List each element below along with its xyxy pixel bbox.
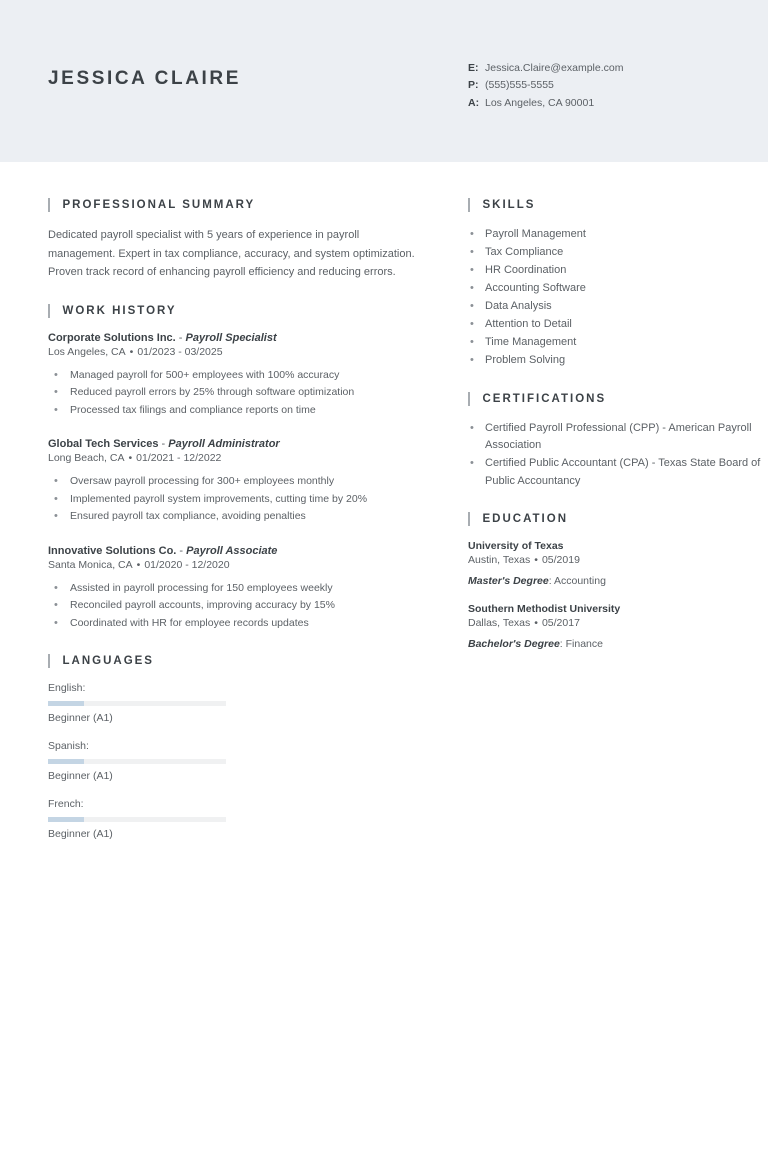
job-separator: - [175,331,186,344]
work-history-list [48,332,420,633]
education-meta [468,554,768,566]
list-item: • Reduced payroll errors by 25% through software optimization [48,384,420,402]
right-column [420,162,768,878]
job-dates: 01/2021 - 12/2022 [136,452,222,464]
contact-value: Los Angeles, CA 90001 [485,96,595,109]
education-degree [468,638,768,650]
resume-body [0,162,768,878]
list-item: • Managed payroll for 500+ employees with 100% accuracy [48,367,420,385]
language-proficiency-fill [48,701,84,706]
accent-bar-icon [468,392,470,406]
job-dates: 01/2020 - 12/2020 [144,558,230,571]
job-role: Payroll Specialist [185,331,277,344]
left-column [48,162,420,878]
job-bullet-list [48,367,420,420]
contact-row [468,95,623,113]
section-heading [48,654,420,668]
education-entry [468,540,768,587]
job-title-line [48,545,420,557]
list-item: • Accounting Software [468,280,768,298]
education-date: 05/2017 [541,617,580,629]
list-item: • Reconciled payroll accounts, improving accuracy by 15% [48,597,420,615]
certifications-list [468,420,768,491]
job-role: Payroll Associate [186,544,278,557]
list-item: • Attention to Detail [468,316,768,334]
contact-info [468,54,623,113]
contact-row [468,77,623,95]
section-certifications [468,392,768,491]
work-history-entry [48,438,420,526]
section-title-languages: LANGUAGES [62,655,154,667]
job-company: Innovative Solutions Co. [48,544,177,557]
language-name: Spanish: [48,740,89,752]
education-degree-name: Bachelor's Degree [468,638,560,650]
bullet-separator-icon: • [128,452,133,464]
language-name: English: [48,682,86,694]
bullet-separator-icon: • [534,617,538,629]
education-entry [468,603,768,650]
contact-key: E: [468,61,479,74]
job-separator: - [158,438,169,450]
job-meta [48,346,420,358]
section-title-education: EDUCATION [482,513,569,525]
contact-row [468,60,623,78]
list-item: • Ensured payroll tax compliance, avoiding penalties [48,508,420,526]
education-list [468,540,768,650]
bullet-separator-icon: • [136,558,141,571]
language-item [48,798,226,840]
job-title-line [48,332,420,344]
job-bullet-list [48,473,420,526]
contact-key: A: [468,96,480,109]
language-name: French: [48,798,84,810]
list-item: • Assisted in payroll processing for 150 employees weekly [48,580,420,598]
job-bullet-list [48,580,420,633]
summary-text: Dedicated payroll specialist with 5 years of experience in payroll management. Expert in tax compliance, accuracy, and system optimization. Proven track record of enhancing payroll efficiency and reducing errors. [48,229,415,278]
language-item [48,682,226,724]
language-level: Beginner (A1) [48,712,113,724]
language-proficiency-bar [48,759,226,764]
section-title-summary: PROFESSIONAL SUMMARY [62,199,256,211]
section-heading [468,392,768,406]
work-history-entry [48,332,420,420]
accent-bar-icon [48,304,50,318]
education-date: 05/2019 [541,554,580,566]
section-languages [48,654,420,856]
language-level: Beginner (A1) [48,828,113,840]
list-item: • Tax Compliance [468,244,768,262]
job-meta [48,452,420,464]
list-item: • Oversaw payroll processing for 300+ employees monthly [48,473,420,491]
education-meta [468,617,768,629]
job-location: Santa Monica, CA [48,558,133,571]
list-item: • Implemented payroll system improvements, cutting time by 20% [48,491,420,509]
contact-value: Jessica.Claire@example.com [485,61,624,74]
job-role: Payroll Administrator [168,438,280,450]
bullet-separator-icon: • [129,345,134,358]
accent-bar-icon [468,512,470,526]
accent-bar-icon [48,654,50,668]
list-item: • Data Analysis [468,298,768,316]
section-heading [48,198,420,212]
education-location: Austin, Texas [468,554,531,566]
job-location: Los Angeles, CA [48,345,126,358]
section-heading [468,198,768,212]
section-education [468,512,768,650]
list-item: • Processed tax filings and compliance reports on time [48,402,420,420]
language-proficiency-bar [48,701,226,706]
list-item: • Problem Solving [468,352,768,370]
list-item: • Certified Payroll Professional (CPP) - American Payroll Association [468,420,768,455]
job-separator: - [176,544,187,557]
list-item: • HR Coordination [468,262,768,280]
education-school: Southern Methodist University [468,603,621,615]
education-degree-field: : Accounting [548,575,606,587]
list-item: • Time Management [468,334,768,352]
job-company: Corporate Solutions Inc. [48,331,176,344]
bullet-separator-icon: • [534,554,538,566]
work-history-entry [48,545,420,633]
contact-value: (555)555-5555 [485,79,554,92]
name-block [48,54,468,90]
section-skills [468,198,768,370]
section-heading [48,304,420,318]
education-degree-name: Master's Degree [468,575,549,587]
section-work-history [48,304,420,633]
job-location: Long Beach, CA [48,452,125,464]
languages-list [48,682,420,856]
section-title-work-history: WORK HISTORY [62,304,177,317]
language-proficiency-fill [48,817,84,822]
education-school: University of Texas [468,540,564,552]
resume-header [0,0,768,162]
accent-bar-icon [468,198,470,212]
list-item: • Payroll Management [468,226,768,244]
accent-bar-icon [48,198,50,212]
language-level: Beginner (A1) [48,770,113,782]
education-degree-field: : Finance [559,638,603,650]
page-title: JESSICA CLAIRE [48,67,242,89]
job-company: Global Tech Services [48,438,159,450]
list-item: • Certified Public Accountant (CPA) - Texas State Board of Public Accountancy [468,455,768,490]
section-title-skills: SKILLS [482,199,536,211]
education-location: Dallas, Texas [468,617,531,629]
skills-list [468,226,768,370]
contact-key: P: [468,79,479,92]
language-proficiency-fill [48,759,84,764]
education-degree [468,575,768,587]
language-item [48,740,226,782]
language-proficiency-bar [48,817,226,822]
job-title-line [48,438,420,450]
job-dates: 01/2023 - 03/2025 [137,345,223,358]
section-title-certifications: CERTIFICATIONS [482,392,607,405]
section-heading [468,512,768,526]
list-item: • Coordinated with HR for employee records updates [48,615,420,633]
section-professional-summary [48,198,420,282]
job-meta [48,559,420,571]
